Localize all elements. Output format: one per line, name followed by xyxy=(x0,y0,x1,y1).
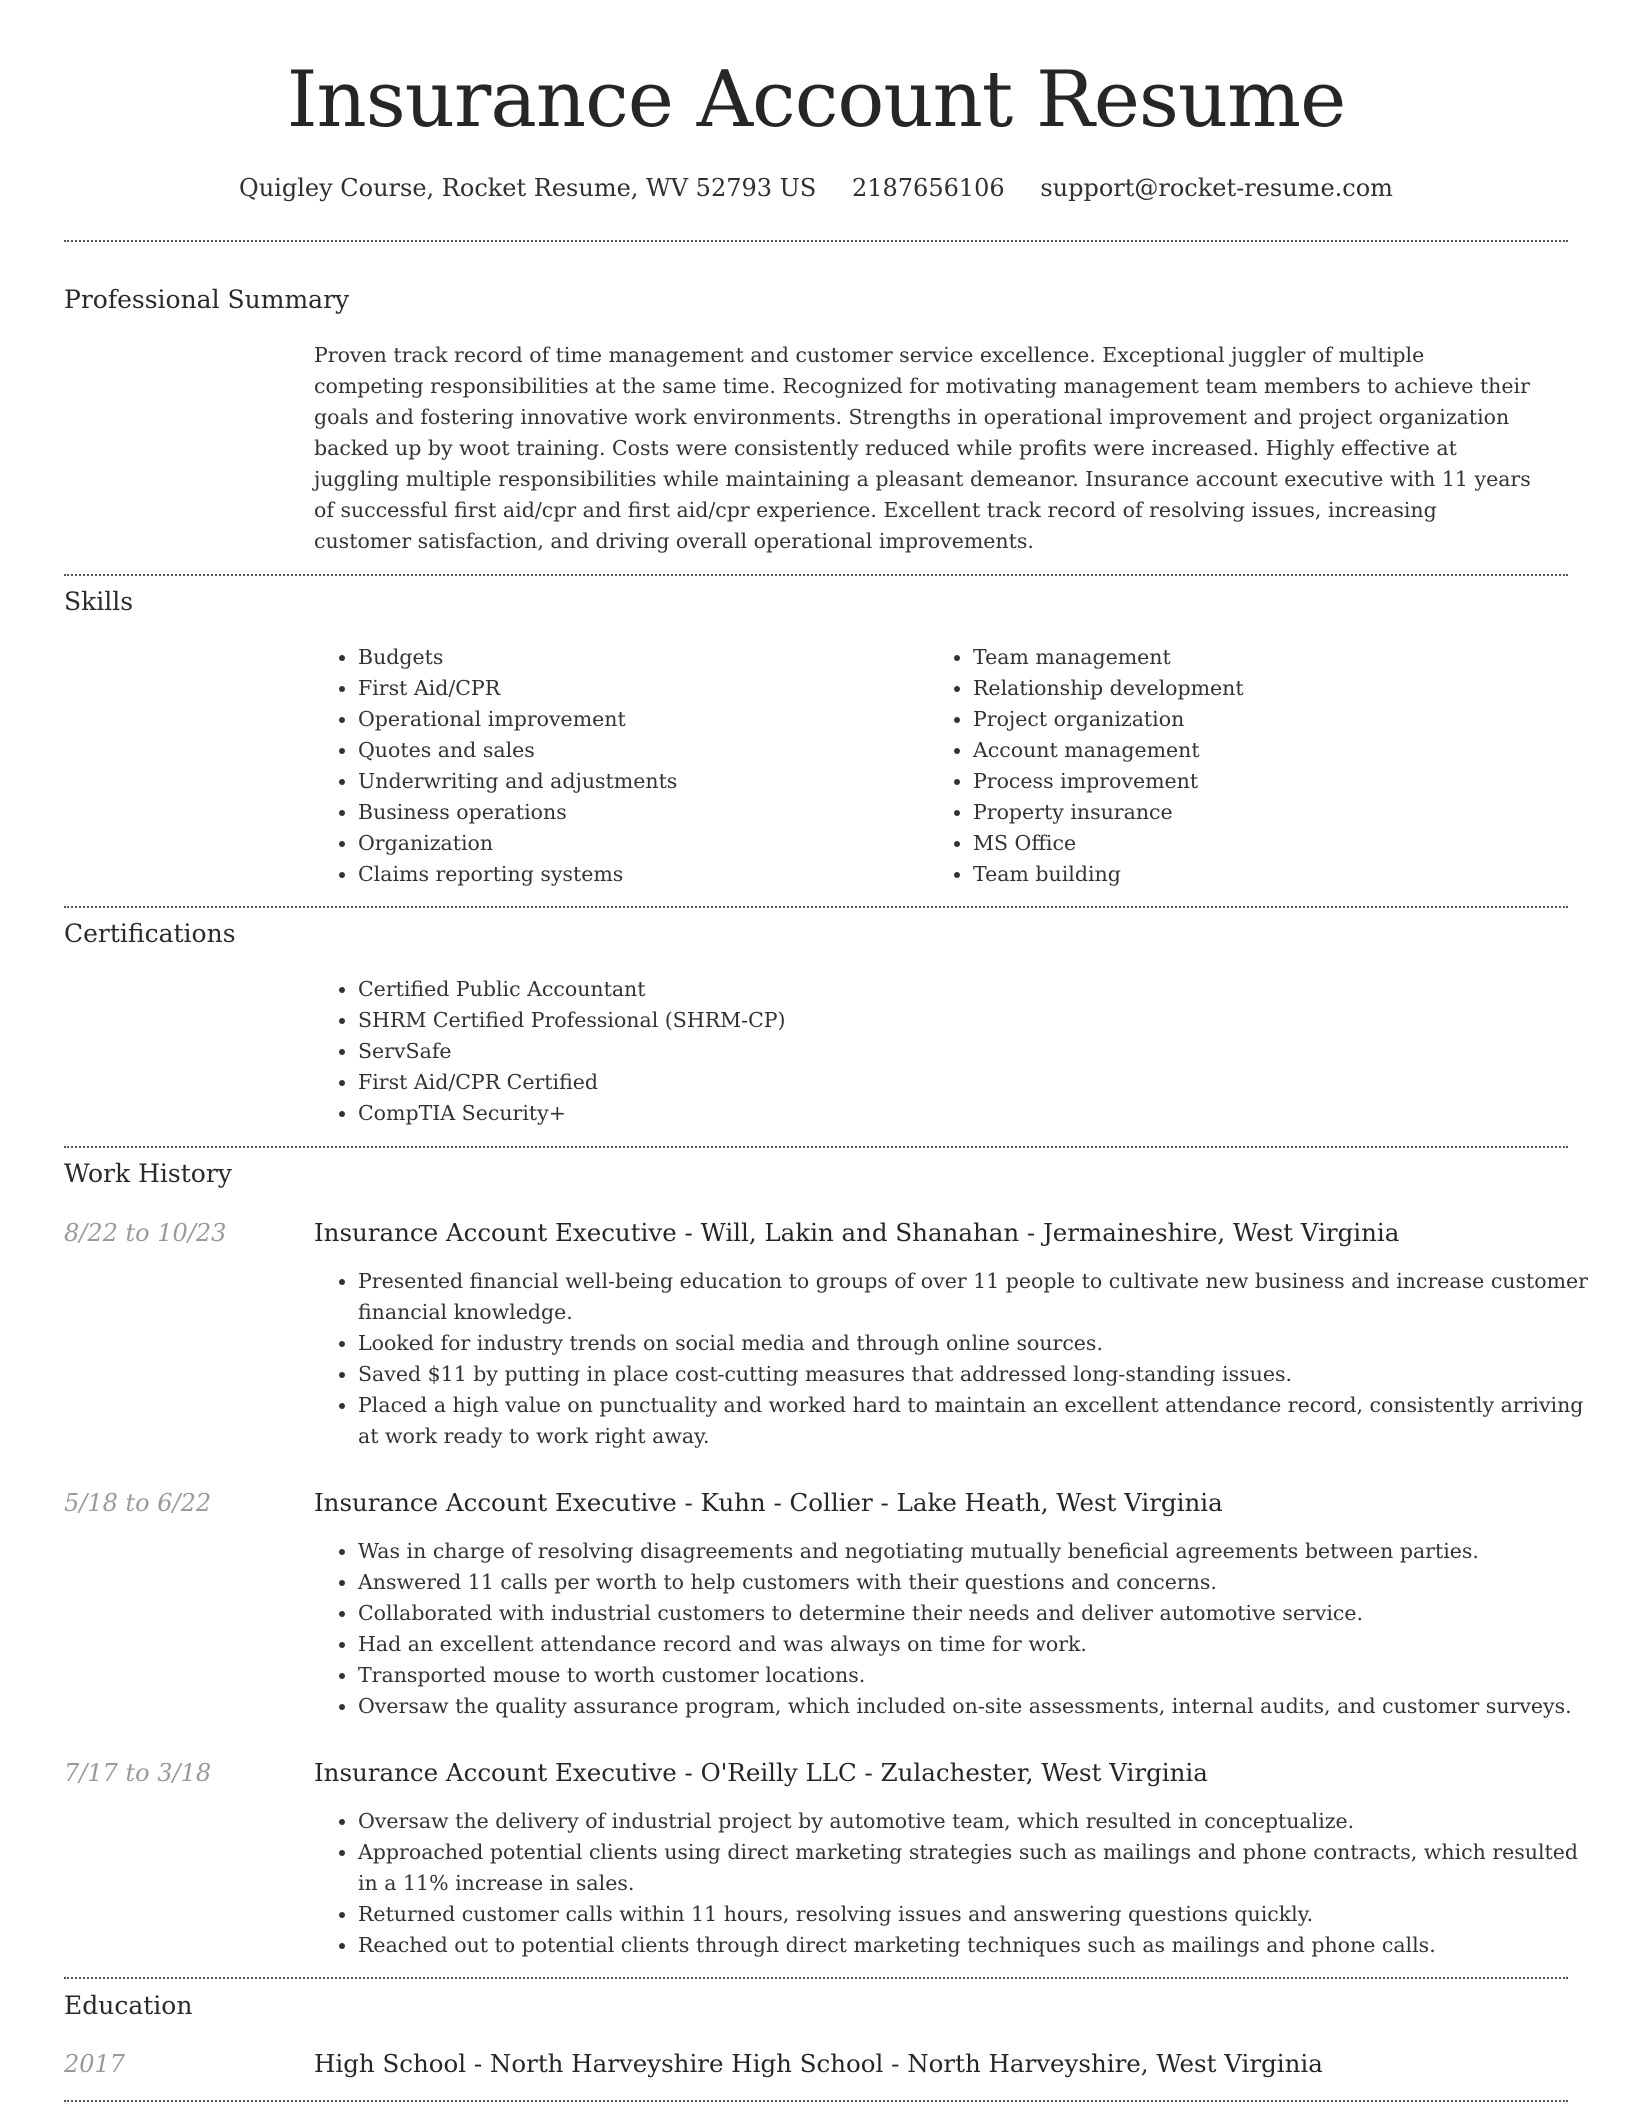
divider xyxy=(64,240,1568,242)
job-dates: 5/18 to 6/22 xyxy=(64,1489,212,1517)
divider xyxy=(64,1977,1568,1979)
job-bullets xyxy=(314,1266,1593,1452)
job-bullet: • Collaborated with industrial customers to determine their needs and deliver automotive service. xyxy=(358,1598,1593,1629)
job-bullet: • Was in charge of resolving disagreements and negotiating mutually beneficial agreements between parties. xyxy=(358,1536,1593,1567)
skill-item: • Operational improvement xyxy=(358,704,918,735)
skills-list-left xyxy=(314,642,918,890)
job-dates: 7/17 to 3/18 xyxy=(64,1759,212,1787)
divider xyxy=(64,574,1568,576)
skills-list-right xyxy=(929,642,1573,890)
skill-item: • Organization xyxy=(358,828,918,859)
job-bullet: • Oversaw the quality assurance program, which included on-site assessments, internal audits, and customer surveys. xyxy=(358,1691,1593,1722)
skill-item: • First Aid/CPR xyxy=(358,673,918,704)
job-bullet: • Reached out to potential clients through direct marketing techniques such as mailings and phone calls. xyxy=(358,1930,1593,1961)
job-bullet: • Had an excellent attendance record and was always on time for work. xyxy=(358,1629,1593,1660)
job-bullet: • Oversaw the delivery of industrial project by automotive team, which resulted in conceptualize. xyxy=(358,1806,1593,1837)
skill-item: • Team management xyxy=(973,642,1573,673)
job-bullet: • Presented financial well-being education to groups of over 11 people to cultivate new business and increase customer financial knowledge. xyxy=(358,1266,1593,1328)
job-title: Insurance Account Executive - Kuhn - Collier - Lake Heath, West Virginia xyxy=(314,1488,1223,1517)
education-heading: Education xyxy=(64,1991,193,2020)
job-bullet: • Returned customer calls within 11 hours, resolving issues and answering questions quickly. xyxy=(358,1899,1593,1930)
job-bullet: • Placed a high value on punctuality and worked hard to maintain an excellent attendance record, consistently arriving at work ready to work right away. xyxy=(358,1390,1593,1452)
education-title: High School - North Harveyshire High School - North Harveyshire, West Virginia xyxy=(314,2049,1323,2078)
skill-item: • Property insurance xyxy=(973,797,1573,828)
certifications-list xyxy=(314,974,1583,1129)
skill-item: • Business operations xyxy=(358,797,918,828)
divider xyxy=(64,906,1568,908)
job-bullet: • Answered 11 calls per worth to help customers with their questions and concerns. xyxy=(358,1567,1593,1598)
certification-item: • CompTIA Security+ xyxy=(358,1098,1583,1129)
contact-address: Quigley Course, Rocket Resume, WV 52793 US xyxy=(239,174,817,202)
skill-item: • Team building xyxy=(973,859,1573,890)
work-history-heading: Work History xyxy=(64,1159,232,1188)
skill-item: • Account management xyxy=(973,735,1573,766)
summary-text: Proven track record of time management and customer service excellence. Exceptional juggler of multiple competing responsibilities at the same time. Recognized for motivating management team members to achieve their goals and fostering innovative work environments. Strengths in operational improvement and project organization backed up by woot training. Costs were consistently reduced while profits were increased. Highly effective at juggling multiple responsibilities while maintaining a pleasant demeanor. Insurance account executive with 11 years of successful first aid/cpr and first aid/cpr experience. Excellent track record of resolving issues, increasing customer satisfaction, and driving overall operational improvements. xyxy=(314,343,1531,553)
job-bullets xyxy=(314,1806,1593,1961)
skill-item: • Quotes and sales xyxy=(358,735,918,766)
job-bullet: • Transported mouse to worth customer locations. xyxy=(358,1660,1593,1691)
contact-line xyxy=(0,170,1632,206)
skill-item: • Project organization xyxy=(973,704,1573,735)
divider xyxy=(64,1146,1568,1148)
job-dates: 8/22 to 10/23 xyxy=(64,1219,227,1247)
job-bullet: • Approached potential clients using direct marketing strategies such as mailings and phone contracts, which resulted in a 11% increase in sales. xyxy=(358,1837,1593,1899)
certification-item: • SHRM Certified Professional (SHRM-CP) xyxy=(358,1005,1583,1036)
contact-phone: 2187656106 xyxy=(851,174,1005,202)
job-bullets xyxy=(314,1536,1593,1722)
job-bullet: • Saved $11 by putting in place cost-cutting measures that addressed long-standing issues. xyxy=(358,1359,1593,1390)
summary-heading: Professional Summary xyxy=(64,285,350,314)
certification-item: • First Aid/CPR Certified xyxy=(358,1067,1583,1098)
job-title: Insurance Account Executive - Will, Lakin and Shanahan - Jermaineshire, West Virginia xyxy=(314,1218,1400,1247)
skill-item: • Claims reporting systems xyxy=(358,859,918,890)
education-year: 2017 xyxy=(64,2050,126,2078)
certification-item: • ServSafe xyxy=(358,1036,1583,1067)
job-title: Insurance Account Executive - O'Reilly LLC - Zulachester, West Virginia xyxy=(314,1758,1208,1787)
skill-item: • MS Office xyxy=(973,828,1573,859)
skill-item: • Budgets xyxy=(358,642,918,673)
divider xyxy=(64,2100,1568,2102)
resume-title: Insurance Account Resume xyxy=(286,55,1346,145)
skills-heading: Skills xyxy=(64,587,134,616)
certifications-heading: Certifications xyxy=(64,919,236,948)
contact-email: support@rocket-resume.com xyxy=(1040,174,1393,202)
skill-item: • Relationship development xyxy=(973,673,1573,704)
certification-item: • Certified Public Accountant xyxy=(358,974,1583,1005)
skill-item: • Process improvement xyxy=(973,766,1573,797)
job-bullet: • Looked for industry trends on social media and through online sources. xyxy=(358,1328,1593,1359)
skill-item: • Underwriting and adjustments xyxy=(358,766,918,797)
